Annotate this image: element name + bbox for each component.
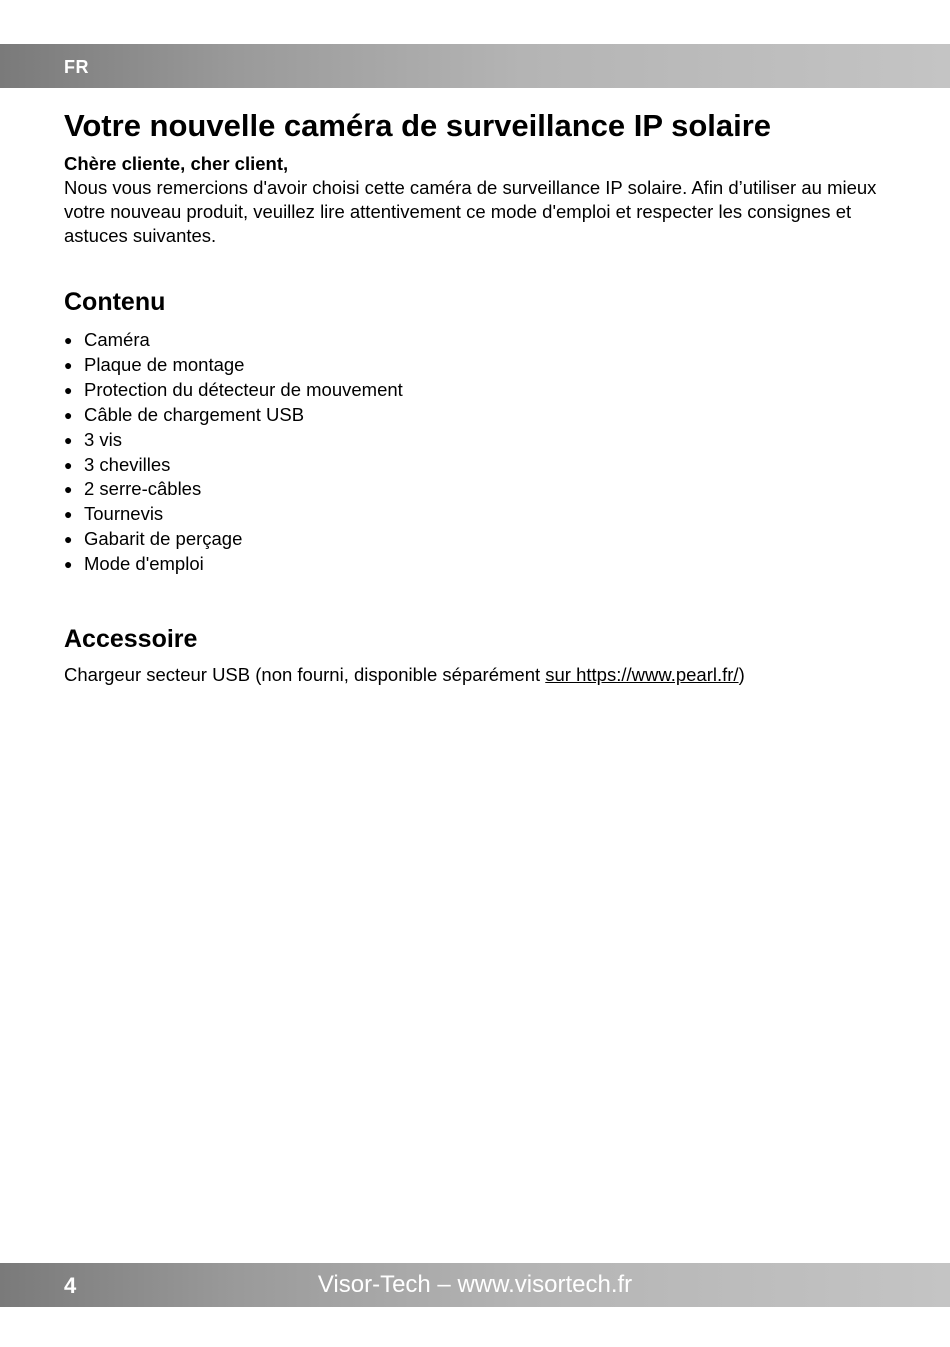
bullet-icon: ● bbox=[64, 481, 73, 498]
accessory-description: Chargeur secteur USB (non fourni, disponible séparément bbox=[64, 664, 546, 686]
bullet-icon: ● bbox=[64, 431, 73, 448]
page-number: 4 bbox=[64, 1273, 77, 1298]
accessory-text bbox=[64, 663, 884, 687]
header-bar bbox=[0, 44, 950, 88]
list-item-label: Protection du détecteur de mouvement bbox=[84, 378, 403, 400]
list-item bbox=[64, 453, 884, 478]
contents-list bbox=[64, 328, 884, 577]
list-item-label: Caméra bbox=[84, 329, 150, 350]
list-item bbox=[64, 428, 884, 453]
list-item-label: Câble de chargement USB bbox=[84, 403, 305, 425]
list-item-label: Tournevis bbox=[84, 503, 164, 525]
accessory-closing: ) bbox=[738, 664, 745, 686]
list-item bbox=[64, 378, 884, 403]
list-item bbox=[64, 403, 884, 428]
bullet-icon: ● bbox=[64, 356, 73, 373]
list-item bbox=[64, 552, 884, 577]
bullet-icon: ● bbox=[64, 556, 73, 573]
list-item-label: 3 vis bbox=[84, 428, 123, 450]
bullet-icon: ● bbox=[64, 506, 73, 523]
greeting: Chère cliente, cher client, bbox=[64, 153, 289, 174]
list-item-label: Mode d'emploi bbox=[84, 553, 204, 575]
bullet-icon: ● bbox=[64, 456, 73, 473]
footer-bar bbox=[0, 1263, 950, 1307]
bullet-icon: ● bbox=[64, 381, 73, 398]
bullet-icon: ● bbox=[64, 406, 73, 423]
list-item-label: 3 chevilles bbox=[84, 453, 171, 475]
bullet-icon: ● bbox=[64, 332, 73, 348]
accessory-heading: Accessoire bbox=[64, 625, 198, 654]
list-item-label: Plaque de montage bbox=[84, 353, 245, 375]
intro-paragraph: Nous vous remercions d'avoir choisi cette caméra de surveillance IP solaire. Afin d’utiliser au mieux votre nouveau produit, veuillez lire attentivement ce mode d'emploi et respecter les consignes et astuces suivantes. bbox=[64, 177, 877, 246]
contents-heading: Contenu bbox=[64, 288, 166, 316]
pearl-link[interactable]: sur https://www.pearl.fr/ bbox=[545, 664, 739, 686]
list-item bbox=[64, 353, 884, 378]
list-item-label: 2 serre-câbles bbox=[84, 478, 202, 500]
list-item bbox=[64, 502, 884, 527]
footer-brand: Visor-Tech – www.visortech.fr bbox=[317, 1271, 633, 1298]
list-item bbox=[64, 477, 884, 502]
language-label: FR bbox=[64, 57, 89, 77]
page-content bbox=[64, 106, 884, 687]
list-item-label: Gabarit de perçage bbox=[84, 528, 243, 550]
list-item bbox=[64, 328, 884, 353]
list-item bbox=[64, 527, 884, 552]
bullet-icon: ● bbox=[64, 531, 73, 548]
page-title: Votre nouvelle caméra de surveillance IP solaire bbox=[64, 108, 772, 143]
